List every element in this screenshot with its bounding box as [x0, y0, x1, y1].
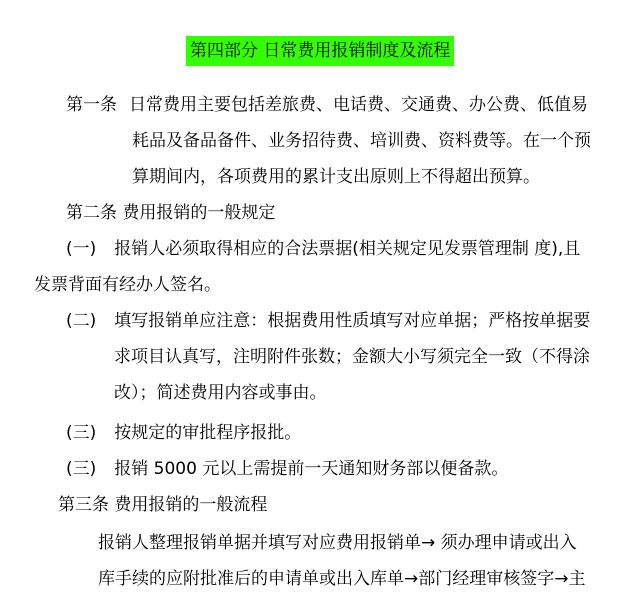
article-2-item-2-line-1 — [66, 309, 590, 333]
article-2-item-2-line-3: 改）；简述费用内容或事由。 — [114, 383, 327, 403]
item-1-marker: (一) — [66, 239, 97, 259]
article-2-item-4 — [66, 457, 508, 481]
section-title: 第四部分 日常费用报销制度及流程 — [186, 36, 454, 66]
item-3-text: 按规定的审批程序报批。 — [114, 423, 302, 443]
article-1-heading: 第一条 — [66, 95, 117, 115]
item-4-marker: (三) — [66, 459, 97, 479]
article-2-item-1-line-1 — [66, 237, 580, 261]
article-1-line-3: 算期间内，各项费用的累计支出原则上不得超出预算。 — [132, 167, 540, 187]
article-1-line-2: 耗品及备品备件、业务招待费、培训费、资料费等。在一个预 — [132, 131, 591, 151]
item-2-marker: (二) — [66, 311, 97, 331]
article-2-heading: 第二条 费用报销的一般规定 — [66, 203, 276, 223]
item-3-marker: (三) — [66, 423, 97, 443]
article-2-item-2-line-2: 求项目认真写，注明附件张数；金额大小写须完全一致（不得涂 — [114, 347, 590, 367]
item-4-text: 报销 5000 元以上需提前一天通知财务部以便备款。 — [114, 459, 509, 479]
article-1-text-1: 日常费用主要包括差旅费、电话费、交通费、办公费、低值易 — [129, 95, 588, 115]
article-2-item-3 — [66, 421, 301, 445]
article-3-line-2: 库手续的应附批准后的申请单或出入库单→部门经理审核签字→主 — [98, 569, 586, 589]
article-3-heading: 第三条 费用报销的一般流程 — [58, 495, 268, 515]
item-2-text-1: 填写报销单应注意：根据费用性质填写对应单据；严格按单据要 — [114, 311, 591, 331]
article-3-line-1: 报销人整理报销单据并填写对应费用报销单→ 须办理申请或出入 — [98, 533, 577, 553]
article-1-line-1 — [66, 93, 588, 117]
article-2-item-1-line-2: 发票背面有经办人签名。 — [34, 275, 221, 295]
item-1-text-1: 报销人必须取得相应的合法票据(相关规定见发票管理制 度),且 — [114, 239, 581, 259]
